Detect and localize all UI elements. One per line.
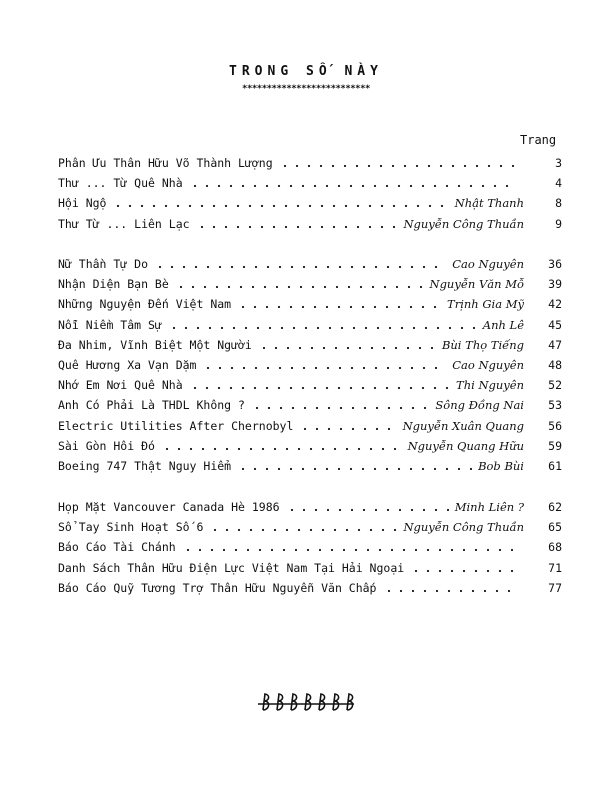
toc-entry-author: Minh Liên ?	[454, 500, 524, 514]
toc-entry-title: Phân Ưu Thân Hữu Võ Thành Lượng	[58, 156, 273, 170]
toc-entry-title: Nữ Thần Tự Do	[58, 257, 149, 271]
toc-entry-page: 4	[555, 176, 562, 191]
toc-entry-title: Boeing 747 Thật Nguy Hiểm	[58, 459, 232, 473]
toc-entry-page: 52	[548, 378, 562, 393]
toc-entry-title: Những Nguyện Đến Việt Nam	[58, 297, 232, 312]
toc-entry	[58, 395, 562, 415]
toc-entry-title: Báo Cáo Tài Chánh	[58, 540, 176, 555]
toc-entry-author: Bob Bùi	[478, 459, 524, 473]
dot-leader	[286, 497, 449, 511]
dot-leader	[202, 355, 446, 369]
toc-entry-author: Nguyễn Quang Hữu	[407, 438, 524, 453]
dot-leader	[299, 416, 396, 430]
toc-entry-author: Nhật Thanh	[454, 196, 524, 211]
page-title: TRONG SỐ NÀY	[229, 64, 383, 79]
toc-entry-author: Sông Đồng Nai	[435, 398, 524, 413]
toc-entry-title: Thư Từ ... Liên Lạc	[58, 216, 190, 231]
toc-entry-author: Anh Lê	[482, 317, 524, 332]
toc-entry	[58, 315, 562, 335]
toc-entry-page: 3	[555, 156, 562, 170]
toc-entry	[58, 456, 562, 476]
toc-entry	[58, 294, 562, 314]
decorative-ornament	[256, 690, 356, 714]
toc-entry	[58, 335, 562, 355]
toc-entry-page: 71	[548, 560, 562, 575]
toc-entry-author: Nguyễn Công Thuần	[403, 216, 524, 231]
toc-entry-page: 77	[548, 580, 562, 595]
dot-leader	[383, 578, 519, 592]
toc-entry-page: 36	[548, 257, 562, 271]
toc-entry-title: Electric Utilities After Chernobyl	[58, 418, 294, 433]
toc-entry-title: Đa Nhim, Vĩnh Biệt Một Người	[58, 337, 252, 352]
toc-entry	[58, 517, 562, 537]
toc-entry-author: Bùi Thọ Tiếng	[441, 337, 524, 352]
dot-leader	[237, 294, 441, 308]
dot-leader	[410, 558, 518, 572]
toc-entry-page: 48	[548, 358, 562, 372]
toc-entry-page: 45	[548, 317, 562, 332]
toc-entry-title: Nhận Diện Bạn Bè	[58, 277, 169, 292]
toc-entry	[58, 153, 562, 173]
dot-leader	[258, 335, 436, 349]
toc-entry-page: 39	[548, 277, 562, 292]
toc-entry	[58, 416, 562, 436]
toc-entry	[58, 537, 562, 557]
toc-entry-page: 42	[548, 297, 562, 312]
toc-entry-author: Cao Nguyên	[452, 358, 524, 372]
toc-entry	[58, 254, 562, 274]
dot-leader	[279, 153, 518, 167]
toc-entry	[58, 355, 562, 375]
toc-entry-author: Cao Nguyên	[452, 257, 524, 271]
dot-leader	[251, 395, 429, 409]
toc-entry-title: Báo Cáo Quỹ Tương Trợ Thân Hữu Nguyễn Văn Chấp	[58, 580, 377, 595]
dot-leader	[112, 193, 448, 207]
dot-leader	[189, 173, 518, 187]
toc-entry-author: Nguyễn Xuân Quang	[402, 418, 524, 433]
page-column-header: Trang	[520, 133, 557, 147]
toc-entry-page: 59	[548, 438, 562, 453]
dot-leader	[175, 274, 424, 288]
title-underline-stars: **************************	[242, 84, 370, 94]
toc-entry-page: 9	[555, 216, 562, 231]
toc-entry-page: 53	[548, 398, 562, 413]
toc-entry-title: Anh Có Phải Là THDL Không ?	[58, 398, 245, 413]
toc-entry	[58, 173, 562, 193]
toc-entry-page: 65	[548, 520, 562, 535]
dot-leader	[196, 214, 398, 228]
toc-entry	[58, 193, 562, 213]
dot-leader	[237, 456, 472, 470]
toc-entry	[58, 497, 562, 517]
toc-entry	[58, 214, 562, 234]
toc-entry-author: Nguyễn Văn Mỗ	[429, 277, 524, 292]
toc-entry-title: Nhớ Em Nơi Quê Nhà	[58, 378, 183, 393]
toc-entry-page: 47	[548, 337, 562, 352]
toc-entry-title: Sổ Tay Sinh Hoạt Số 6	[58, 520, 204, 535]
toc-entry	[58, 578, 562, 598]
dot-leader	[161, 436, 402, 450]
toc-entry-author: Nguyễn Công Thuần	[403, 520, 524, 535]
toc-entry-title: Thư ... Từ Quê Nhà	[58, 176, 183, 191]
toc-entry-page: 56	[548, 418, 562, 433]
toc-entry	[58, 274, 562, 294]
toc-entry-author: Thi Nguyên	[456, 378, 524, 393]
toc-entry-title: Nỗi Niềm Tâm Sự	[58, 317, 162, 332]
dot-leader	[154, 254, 446, 268]
dot-leader	[182, 537, 518, 551]
toc-entry	[58, 375, 562, 395]
dot-leader	[209, 517, 397, 531]
toc-entry-page: 61	[548, 459, 562, 473]
toc-entry	[58, 436, 562, 456]
toc-entry-author: Trịnh Gia Mỹ	[447, 297, 524, 312]
toc-entry-title: Hội Ngộ	[58, 196, 107, 211]
toc-entry-page: 68	[548, 540, 562, 555]
toc-entry-page: 8	[555, 196, 562, 211]
dot-leader	[168, 315, 477, 329]
toc-entry-title: Quê Hương Xa Vạn Dặm	[58, 358, 197, 372]
dot-leader	[189, 375, 450, 389]
toc-entry-title: Họp Mặt Vancouver Canada Hè 1986	[58, 500, 280, 514]
toc-entry	[58, 558, 562, 578]
toc-entry-page: 62	[548, 500, 562, 514]
toc-entry-title: Sài Gòn Hôi Đó	[58, 438, 155, 453]
toc-entry-title: Danh Sách Thân Hữu Điện Lực Việt Nam Tại Hải Ngoại	[58, 560, 405, 575]
